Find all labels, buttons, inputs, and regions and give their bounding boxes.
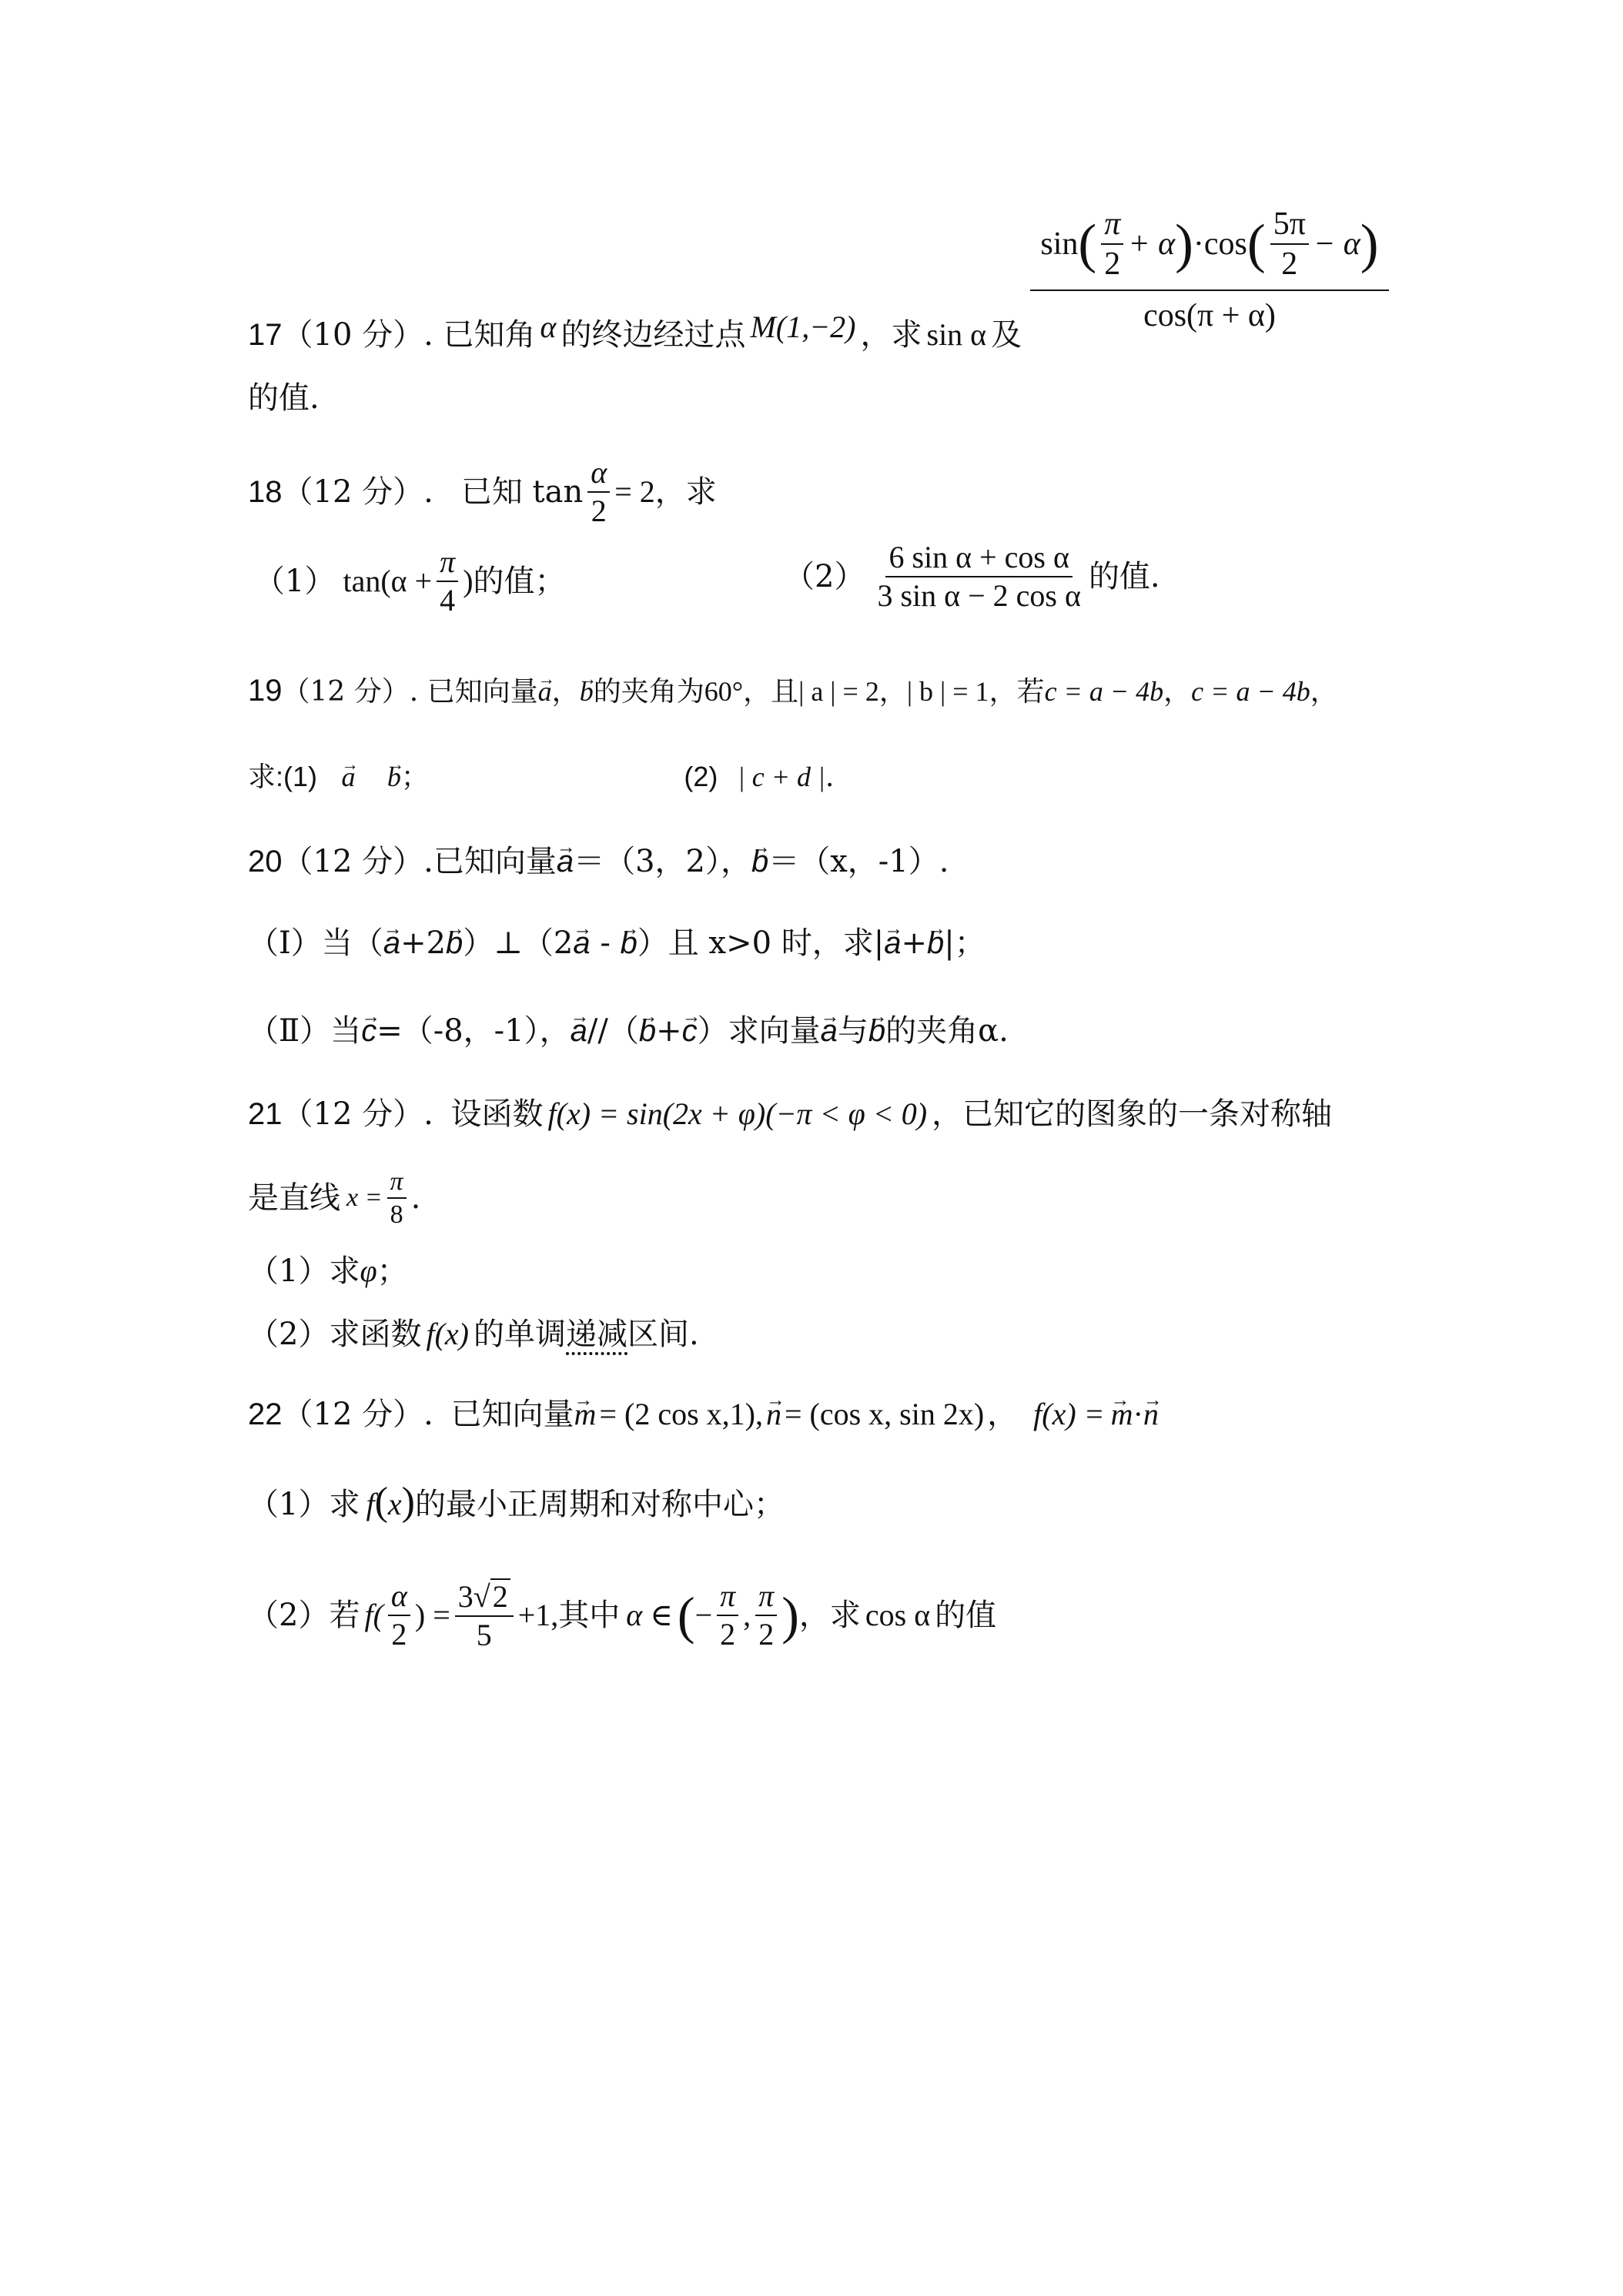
q17-fraction-denominator: cos(π + α) xyxy=(1143,298,1276,333)
q18-alpha-over-2: $\frac{\alpha}{2}$ xyxy=(587,456,610,528)
q21-line1: 21（12 分）. 设函数 f(x) = sin(2x + φ)(−π < φ < 0) ，已知它的图象的一条对称轴 xyxy=(248,1096,1333,1132)
q22-part2: （2）若 f( $\frac{\alpha}{2}$ ) = $\frac{3√2}{5}$ +1, 其中 α ∈ ( − $\frac{\pi}{2}$ , $\frac{\pi}{2}$ ) ，求 cos α 的值 xyxy=(248,1578,997,1652)
q17-5pi-over-2: $\frac{5\pi}{2}$ xyxy=(1270,206,1309,282)
q20-number: 20 xyxy=(248,845,283,879)
q18-pi-over-4: $\frac{\pi}{4}$ xyxy=(437,545,458,618)
q22-neg-pi-over-2: $\frac{\pi}{2}$ xyxy=(717,1579,738,1652)
q21-pi-over-8: $\frac{\pi}{8}$ xyxy=(387,1167,407,1230)
q17-number: 17 xyxy=(248,318,283,352)
q17-minus-alpha: − α xyxy=(1313,226,1360,262)
q17-point: M(1,−2) xyxy=(750,310,856,344)
q19-line2: 求:(1) → a → b； (2) | c + d |. xyxy=(248,756,834,798)
q18-ratio: $\frac{\text{6 sin α + cos α}}{\text{3 sin α − 2 cos α}}$ xyxy=(877,540,1081,613)
q19-score: （12 分）. xyxy=(282,676,419,708)
q17-sin: sin xyxy=(1040,226,1079,262)
q21-score: （12 分）. xyxy=(282,1096,433,1132)
q19-line1: 19（12 分）. 已知向量→ a，→ b的夹角为60°，且| a | = 2，| b | = 1，若c = a − 4b，c = a − 4b， xyxy=(248,670,1338,713)
q18-part2: （2） $\frac{\text{6 sin α + cos α}}{\text{3 sin α − 2 cos α}}$ 的值. xyxy=(784,540,1160,613)
q18-line1: 18 （12 分）. 已知 tan $\frac{\alpha}{2}$ = 2 ，求 xyxy=(248,455,717,528)
q17-score: （10 分）. xyxy=(282,317,433,353)
q21-part2: （2）求函数 f(x) 的单调递减区间. xyxy=(248,1314,699,1355)
q20-part1: （Ⅰ）当（→ a+2→ b）⊥（2→ a - → b）且 x>0 时，求|→ a+→ b|； xyxy=(248,922,986,964)
q22-part1: （1）求 f(x)的最小正周期和对称中心； xyxy=(248,1480,785,1524)
q17-fraction-numerator: sin ( $\frac{\pi}{2}$ + α ) ·cos ( $\frac{5\pi}{2}$ − α ) xyxy=(1040,206,1379,282)
q22-3root2-over-5: $\frac{3√2}{5}$ xyxy=(455,1578,514,1652)
q19-number: 19 xyxy=(248,674,283,708)
q18-number: 18 xyxy=(248,475,283,509)
q21-number: 21 xyxy=(248,1097,283,1131)
q21-part1: （1）求φ； xyxy=(248,1253,408,1289)
q22-score: （12 分）. xyxy=(282,1397,433,1432)
q22-number: 22 xyxy=(248,1397,283,1431)
q17-fraction xyxy=(1030,199,1389,334)
q17-fraction-bar xyxy=(1030,290,1389,291)
q17-cos: ·cos xyxy=(1193,226,1247,262)
q22-alpha-over-2: $\frac{\alpha}{2}$ xyxy=(388,1579,410,1652)
q21-function: f(x) = sin(2x + φ)(−π < φ < 0) xyxy=(547,1096,928,1131)
q22-line1: 22（12 分）. 已知向量→ m = (2 cos x,1),→ n = (cos x, sin 2x) ， f(x) =→ m·→ n xyxy=(248,1394,1159,1435)
q20-line1: 20（12 分）.已知向量→ a＝（3，2），→ b＝（x，-1）. xyxy=(248,841,949,882)
q17-line1: 17（10 分）. 已知角 α 的终边经过点 M(1,−2) ，求 sin α 及 xyxy=(248,310,1022,353)
q17-pi-over-2: $\frac{\pi}{2}$ xyxy=(1101,206,1123,282)
q18-part1: （1） tan(α + $\frac{\pi}{4}$ ) 的值； xyxy=(254,544,566,618)
q17-line2: 的值. xyxy=(248,380,320,416)
q20-score: （12 分） xyxy=(282,844,424,879)
q21-line2: 是直线 x = $\frac{\pi}{8}$ . xyxy=(248,1167,421,1230)
q18-score: （12 分）. xyxy=(282,474,433,510)
q17-plus-alpha: + α xyxy=(1128,226,1176,262)
q21-emphasis: 递减 xyxy=(566,1317,627,1355)
q22-pi-over-2: $\frac{\pi}{2}$ xyxy=(755,1579,777,1652)
q20-part2: （Ⅱ）当→ c=（-8，-1），→ a//（→ b+→ c）求向量→ a与→ b的夹角α. xyxy=(248,1010,1009,1052)
